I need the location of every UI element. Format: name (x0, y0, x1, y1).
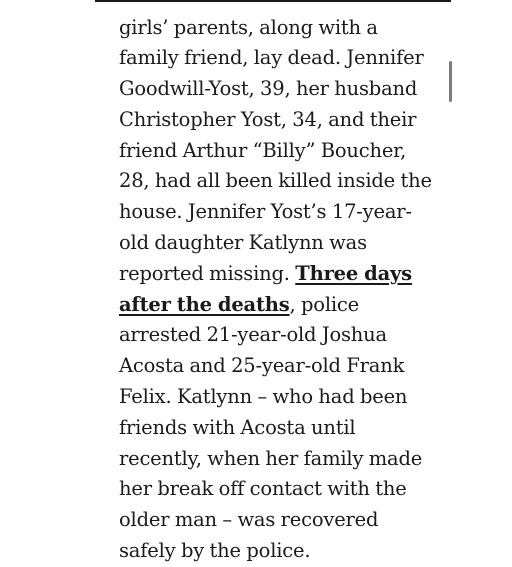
paragraph-text-start: girls’ parents, along with a family friend, lay dead. Jennifer Goodwill-Yost, 39, her husband Christopher Yost, 34, and their friend Arthur “Billy” Boucher, 28, had all been killed inside the house. Jennifer Yost’s 17-year-old daughter Katlynn was reported missing. (119, 15, 432, 285)
vertical-scrollbar[interactable] (446, 0, 456, 512)
scrollbar-thumb[interactable] (449, 61, 452, 102)
article-paragraph (119, 13, 434, 567)
paragraph-text-end: , police arrested 21-year-old Joshua Acosta and 25-year-old Frank Felix. Katlynn – who had been friends with Acosta until recently, when her family made her break off contact with the older man – was recovered safely by the police. (119, 292, 423, 563)
three-days-after-link[interactable]: Three days after the deaths (119, 261, 412, 316)
header-divider (95, 0, 451, 2)
